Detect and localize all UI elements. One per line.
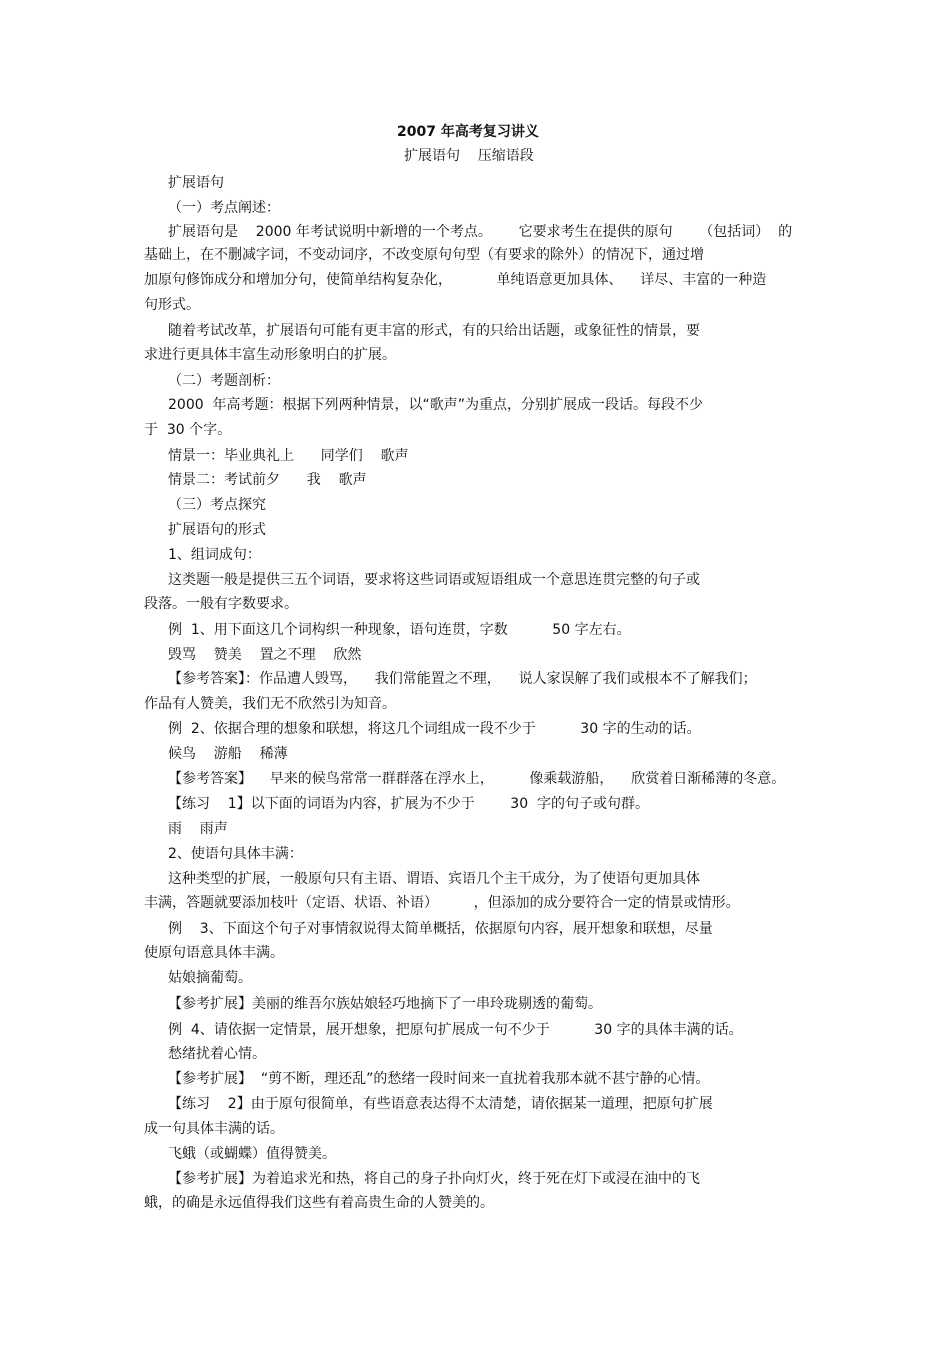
sentence-line: 愁绪扰着心情。 — [168, 1046, 266, 1062]
example-line: 使原句语意具体丰满。 — [144, 945, 284, 961]
answer-line: 【参考扩展】为着追求光和热，将自己的身子扑向灯火，终于死在灯下或浸在油中的飞 — [168, 1171, 700, 1187]
sentence-line: 姑娘摘葡萄。 — [168, 970, 252, 986]
word-list: 雨 雨声 — [168, 821, 228, 837]
document-subtitle: 扩展语句 压缩语段 — [404, 148, 534, 164]
paragraph-line: 加原句修饰成分和增加分句，使简单结构复杂化， 单纯语意更加具体、 详尽、丰富的一种造 — [144, 272, 767, 288]
example-line: 例 1、用下面这几个词构织一种现象，语句连贯，字数 50 字左右。 — [168, 622, 631, 638]
topic-heading: 扩展语句的形式 — [168, 522, 266, 538]
answer-line: 作品有人赞美，我们无不欣然引为知音。 — [144, 696, 396, 712]
item-heading: 2、使语句具体丰满： — [168, 846, 303, 862]
example-line: 例 2、依据合理的想象和联想，将这几个词组成一段不少于 30 字的生动的话。 — [168, 721, 701, 737]
paragraph-line: 丰满，答题就要添加枝叶（定语、状语、补语） ，但添加的成分要符合一定的情景或情形。 — [144, 895, 740, 911]
document-title: 2007 年高考复习讲义 — [397, 124, 539, 140]
word-list: 毁骂 赞美 置之不理 欣然 — [168, 647, 362, 663]
paragraph-line: 2000 年高考题：根据下列两种情景，以“歌声”为重点，分别扩展成一段话。每段不少 — [168, 397, 704, 413]
paragraph-line: 句形式。 — [144, 297, 200, 313]
answer-line: 【参考答案】：作品遭人毁骂， 我们常能置之不理， 说人家误解了我们或根本不了解我们； — [168, 671, 757, 687]
paragraph-line: 基础上，在不删减字词，不变动词序，不改变原句句型（有要求的除外）的情况下，通过增 — [144, 247, 704, 263]
answer-line: 【参考扩展】美丽的维吾尔族姑娘轻巧地摘下了一串玲珑剔透的葡萄。 — [168, 996, 602, 1012]
example-line: 例 3、下面这个句子对事情叙说得太简单概括，依据原句内容，展开想象和联想，尽量 — [168, 921, 713, 937]
paragraph-line: 求进行更具体丰富生动形象明白的扩展。 — [144, 347, 396, 363]
exercise-line: 【练习 1】以下面的词语为内容，扩展为不少于 30 字的句子或句群。 — [168, 796, 650, 812]
section-heading: 扩展语句 — [168, 175, 224, 191]
subsection-heading: （三）考点探究 — [168, 497, 266, 513]
answer-line: 【参考扩展】 “剪不断，理还乱”的愁绪一段时间来一直扰着我那本就不甚宁静的心情。 — [168, 1071, 710, 1087]
paragraph-line: 于 30 个字。 — [144, 422, 232, 438]
paragraph-line: 扩展语句是 2000 年考试说明中新增的一个考点。 它要求考生在提供的原句 （包括词） 的 — [168, 224, 793, 240]
exercise-line: 【练习 2】由于原句很简单，有些语意表达得不太清楚，请依据某一道理，把原句扩展 — [168, 1096, 713, 1112]
subsection-heading: （一）考点阐述： — [168, 200, 280, 216]
exercise-line: 成一句具体丰满的话。 — [144, 1121, 284, 1137]
word-list: 候鸟 游船 稀薄 — [168, 746, 288, 762]
answer-line: 蛾，的确是永远值得我们这些有着高贵生命的人赞美的。 — [144, 1195, 494, 1211]
subsection-heading: （二）考题剖析： — [168, 373, 280, 389]
answer-line: 【参考答案】 早来的候鸟常常一群群落在浮水上， 像乘载游船， 欣赏着日渐稀薄的冬意。 — [168, 771, 786, 787]
sentence-line: 飞蛾（或蝴蝶）值得赞美。 — [168, 1146, 336, 1162]
example-line: 例 4、请依据一定情景，展开想象，把原句扩展成一句不少于 30 字的具体丰满的话。 — [168, 1022, 743, 1038]
paragraph-line: 这类题一般是提供三五个词语，要求将这些词语或短语组成一个意思连贯完整的句子或 — [168, 572, 700, 588]
paragraph-line: 随着考试改革，扩展语句可能有更丰富的形式，有的只给出话题，或象征性的情景，要 — [168, 323, 700, 339]
item-heading: 1、组词成句： — [168, 547, 261, 563]
paragraph-line: 段落。一般有字数要求。 — [144, 596, 298, 612]
scenario-line: 情景一：毕业典礼上 同学们 歌声 — [168, 448, 409, 464]
scenario-line: 情景二：考试前夕 我 歌声 — [168, 472, 367, 488]
paragraph-line: 这种类型的扩展，一般原句只有主语、谓语、宾语几个主干成分，为了使语句更加具体 — [168, 871, 700, 887]
